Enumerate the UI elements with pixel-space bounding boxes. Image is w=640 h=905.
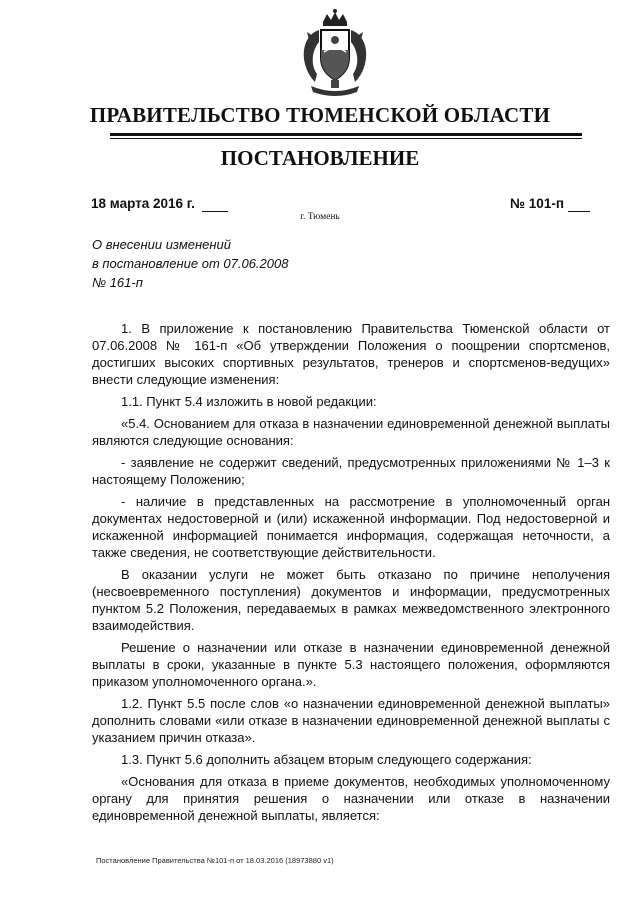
document-date: 18 марта 2016 г. xyxy=(91,196,195,211)
city-name: г. Тюмень xyxy=(300,212,340,222)
page-footer: Постановление Правительства №101-п от 18.03.2016 (18973880 v1) xyxy=(96,856,334,865)
paragraph: 1.3. Пункт 5.6 дополнить абзацем вторым следующего содержания: xyxy=(121,752,532,767)
paragraph: «5.4. Основанием для отказа в назначении единовременной денежной выплаты являются следующие основания: xyxy=(92,416,610,448)
subject-line: в постановление от 07.06.2008 xyxy=(92,256,289,271)
header-rule-thin xyxy=(110,138,582,139)
paragraph: 1.1. Пункт 5.4 изложить в новой редакции: xyxy=(121,394,377,409)
document-type: ПОСТАНОВЛЕНИЕ xyxy=(220,146,420,170)
header-rule-thick xyxy=(110,133,582,136)
paragraph: Решение о назначении или отказе в назначении единовременной денежной выплаты в сроки, указанные в пункте 5.3 настоящего положения, оформляются приказом уполномоченного органа.». xyxy=(92,640,610,689)
document-number: № 101-п xyxy=(510,196,564,211)
paragraph: 1.2. Пункт 5.5 после слов «о назначении единовременной денежной выплаты» дополнить словами «или отказе в назначении единовременной денежной выплаты с указанием причин отказа». xyxy=(92,696,610,745)
tyumen-coat-of-arms-icon xyxy=(293,8,377,100)
paragraph: - заявление не содержит сведений, предусмотренных приложениями № 1–3 к настоящему Положению; xyxy=(92,455,610,487)
paragraph: «Основания для отказа в приеме документов, необходимых уполномоченному органу для принятия решения о назначении или отказе в назначении единовременной денежной выплаты, является: xyxy=(92,774,610,823)
paragraph: - наличие в представленных на рассмотрение в уполномоченный орган документах недостоверной и (или) искаженной информации. Под недостоверной и искаженной информацией понимается информация, содержащая неточности, а также сведения, не соответствующие действительности. xyxy=(92,494,610,560)
document-body xyxy=(92,320,610,829)
government-title: ПРАВИТЕЛЬСТВО ТЮМЕНСКОЙ ОБЛАСТИ xyxy=(89,103,551,127)
subject-line: О внесении изменений xyxy=(92,237,231,252)
subject-line: № 161-п xyxy=(92,275,143,290)
document-subject xyxy=(92,235,288,292)
paragraph: 1. В приложение к постановлению Правительства Тюменской области от 07.06.2008 № 161-п «Об утверждении Положения о поощрении спортсменов, достигших высоких спортивных результатов, тренеров и спортсменов-ведущих» внести следующие изменения: xyxy=(92,321,610,387)
paragraph: В оказании услуги не может быть отказано по причине неполучения (несвоевременного поступления) документов и информации, предусмотренных пунктом 5.2 Положения, передаваемых в рамках межведомственного электронного взаимодействия. xyxy=(92,567,610,633)
